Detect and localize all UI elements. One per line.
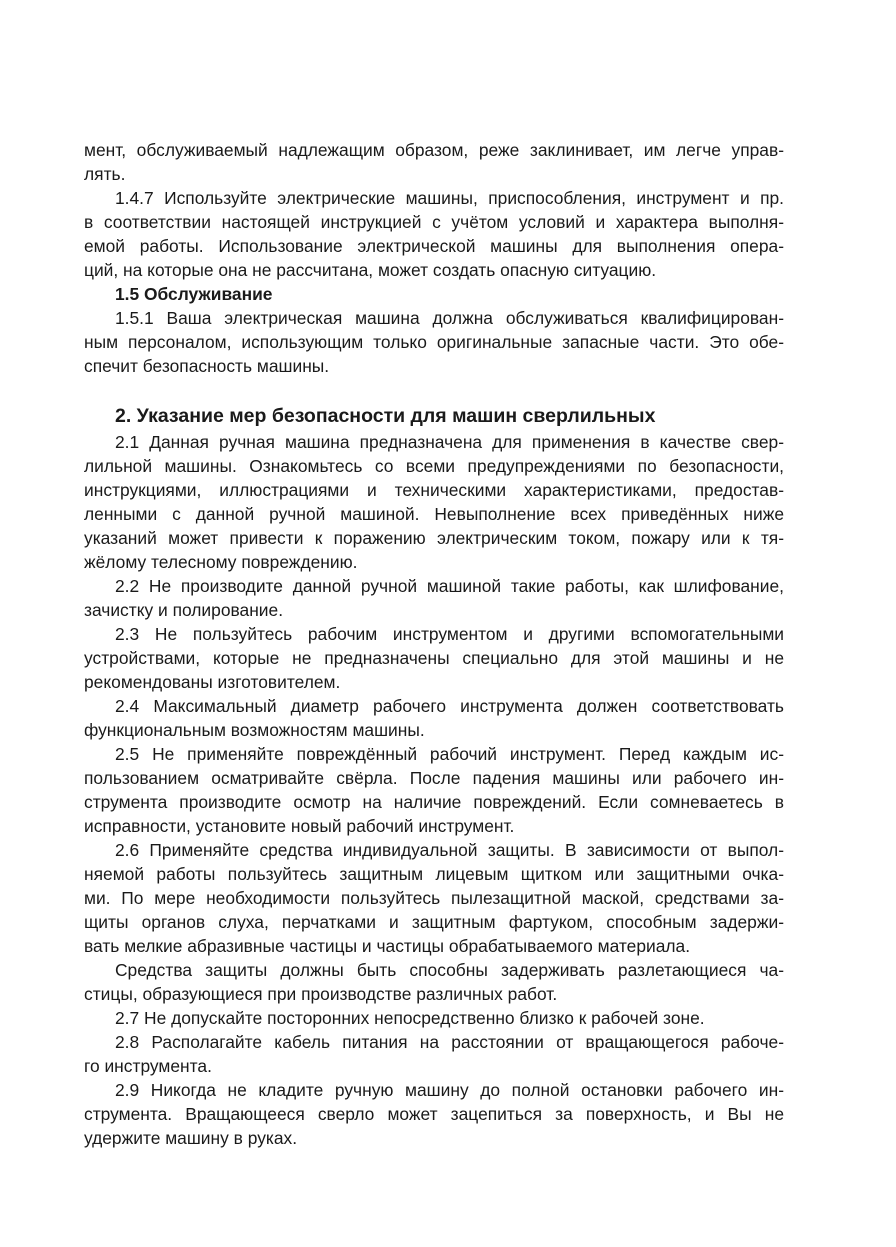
text-line: лять. xyxy=(84,164,126,184)
subsection-heading: 1.5 Обслуживание xyxy=(115,284,273,304)
text-line: стицы, образующиеся при производстве различных работ. xyxy=(84,984,558,1004)
text-line: в соответствии настоящей инструкцией с учётом условий и характера выполня- xyxy=(84,212,784,232)
text-line: жёлому телесному повреждению. xyxy=(84,552,358,572)
text-line: исправности, установите новый рабочий инструмент. xyxy=(84,816,515,836)
text-line: 1.5.1 Ваша электрическая машина должна обслуживаться квалифицирован- xyxy=(115,308,784,328)
text-line: мент, обслуживаемый надлежащим образом, реже заклинивает, им легче управ- xyxy=(84,140,784,160)
text-line: струмента производите осмотр на наличие повреждений. Если сомневаетесь в xyxy=(84,792,784,812)
text-line: 2.9 Никогда не кладите ручную машину до полной остановки рабочего ин- xyxy=(115,1080,784,1100)
text-line: няемой работы пользуйтесь защитным лицевым щитком или защитными очка- xyxy=(84,864,784,884)
text-line: 2.2 Не производите данной ручной машиной такие работы, как шлифование, xyxy=(115,576,784,596)
text-line: ций, на которые она не рассчитана, может создать опасную ситуацию. xyxy=(84,260,657,280)
text-line: 2.6 Применяйте средства индивидуальной защиты. В зависимости от выпол- xyxy=(115,840,784,860)
section-heading: 2. Указание мер безопасности для машин сверлильных xyxy=(115,405,656,427)
text-line: зачистку и полирование. xyxy=(84,600,284,620)
text-line: 2.7 Не допускайте посторонних непосредственно близко к рабочей зоне. xyxy=(115,1008,705,1028)
text-line: щиты органов слуха, перчатками и защитным фартуком, способным задержи- xyxy=(84,912,784,932)
text-line: указаний может привести к поражению электрическим током, пожару или к тя- xyxy=(84,528,784,548)
text-line: устройствами, которые не предназначены специально для этой машины и не xyxy=(84,648,784,668)
text-line: Средства защиты должны быть способны задерживать разлетающиеся ча- xyxy=(115,960,784,980)
text-line: го инструмента. xyxy=(84,1056,212,1076)
text-line: 2.5 Не применяйте повреждённый рабочий инструмент. Перед каждым ис- xyxy=(115,744,784,764)
text-line: лильной машины. Ознакомьтесь со всеми предупреждениями по безопасности, xyxy=(84,456,784,476)
text-line: пользованием осматривайте свёрла. После падения машины или рабочего ин- xyxy=(84,768,784,788)
text-line: ленными с данной ручной машиной. Невыполнение всех приведённых ниже xyxy=(84,504,784,524)
text-line: инструкциями, иллюстрациями и техническими характеристиками, предостав- xyxy=(84,480,784,500)
text-line: ным персоналом, использующим только оригинальные запасные части. Это обе- xyxy=(84,332,784,352)
text-line: емой работы. Использование электрической машины для выполнения опера- xyxy=(84,236,784,256)
text-line: функциональным возможностям машины. xyxy=(84,720,425,740)
document-page xyxy=(84,138,784,1150)
text-line: вать мелкие абразивные частицы и частицы обрабатываемого материала. xyxy=(84,936,691,956)
text-line: рекомендованы изготовителем. xyxy=(84,672,341,692)
text-line: 2.4 Максимальный диаметр рабочего инструмента должен соответствовать xyxy=(115,696,784,716)
text-line: 2.8 Располагайте кабель питания на расстоянии от вращающегося рабоче- xyxy=(115,1032,784,1052)
text-line: 2.3 Не пользуйтесь рабочим инструментом и другими вспомогательными xyxy=(115,624,784,644)
paragraph-gap xyxy=(84,378,784,404)
text-line: 2.1 Данная ручная машина предназначена для применения в качестве свер- xyxy=(115,432,784,452)
text-line: 1.4.7 Используйте электрические машины, приспособления, инструмент и пр. xyxy=(115,188,784,208)
text-line: струмента. Вращающееся сверло может зацепиться за поверхность, и Вы не xyxy=(84,1104,784,1124)
text-line: ми. По мере необходимости пользуйтесь пылезащитной маской, средствами за- xyxy=(84,888,784,908)
text-line: удержите машину в руках. xyxy=(84,1128,298,1148)
text-line: спечит безопасность машины. xyxy=(84,356,330,376)
